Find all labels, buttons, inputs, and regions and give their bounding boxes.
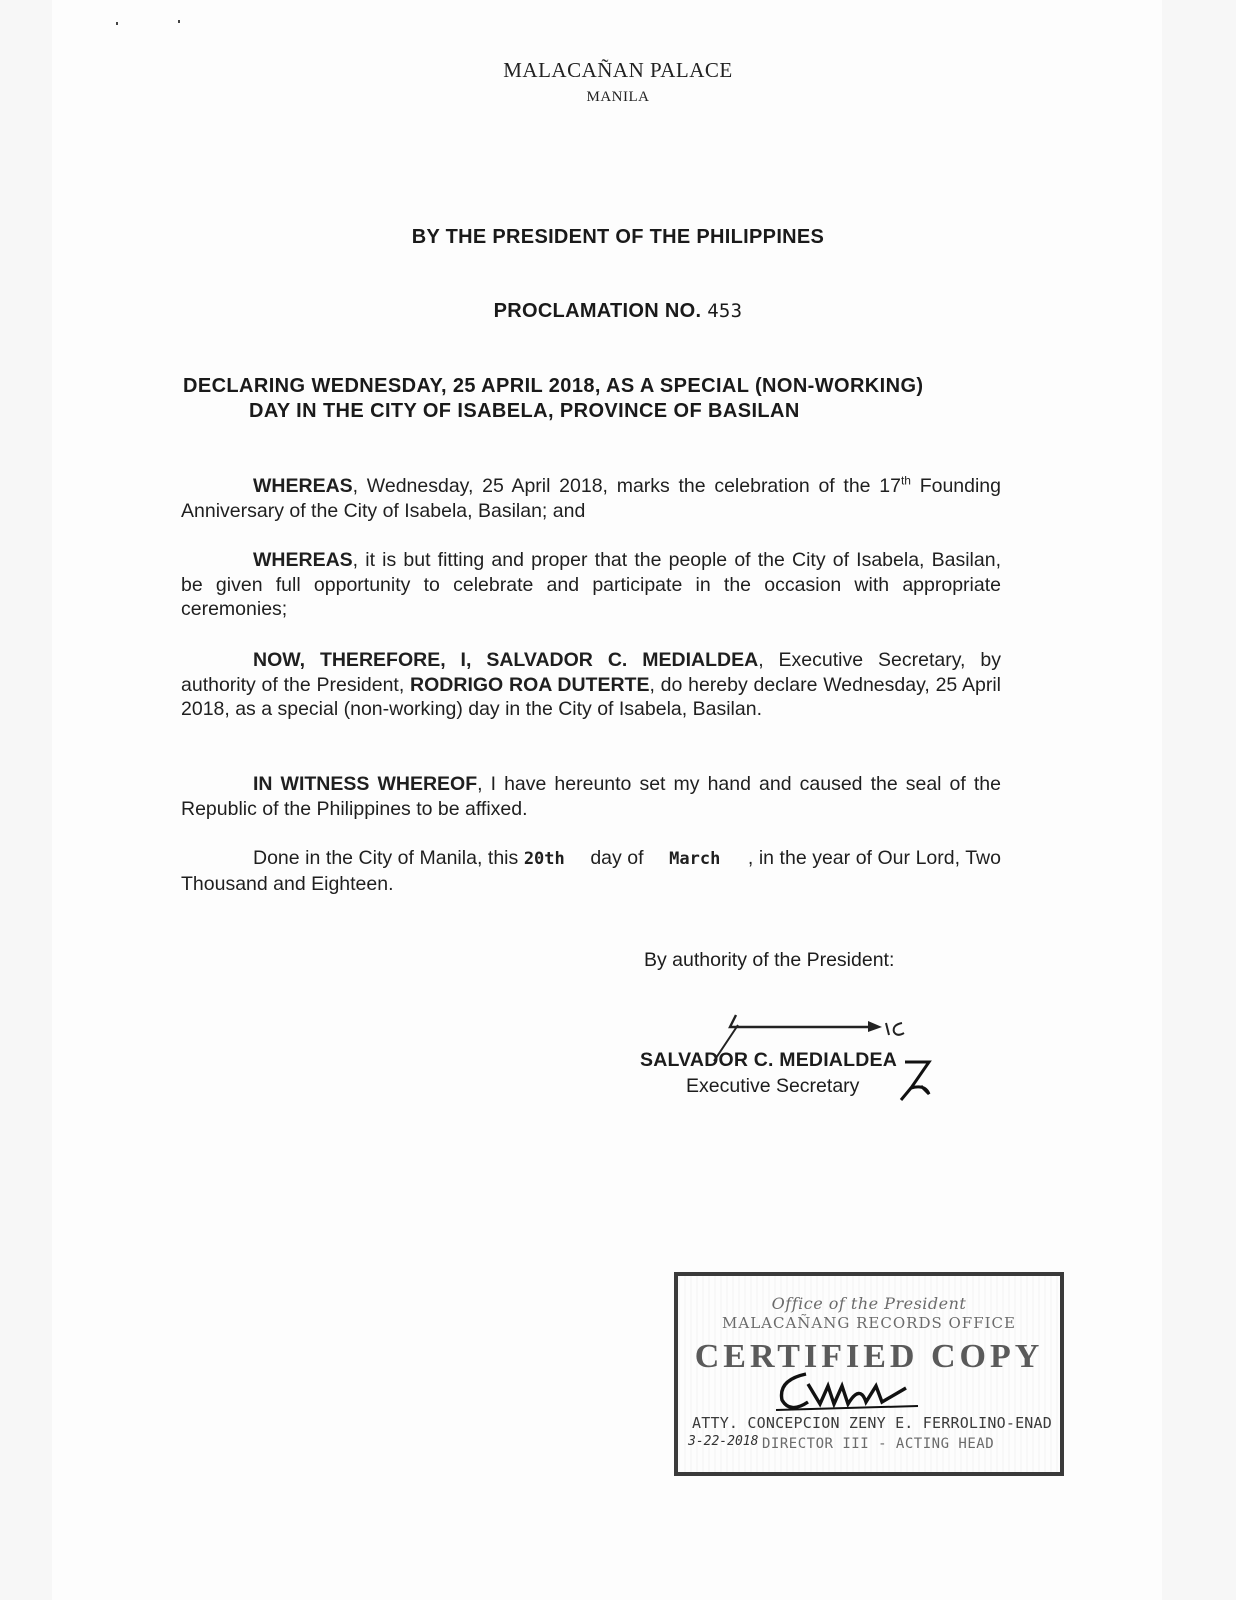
p5-text-1: Done in the City of Manila, this bbox=[253, 847, 524, 869]
stamp-certified: CERTIFIED COPY bbox=[694, 1338, 1044, 1375]
p1-sup: th bbox=[900, 473, 911, 488]
p1-text: , Wednesday, 25 April 2018, marks the celebration of the 17 bbox=[352, 475, 901, 497]
p3-lead: NOW, THEREFORE, I, SALVADOR C. MEDIALDEA bbox=[253, 649, 759, 671]
p2-text: , it is but fitting and proper that the people of the City of Isabela, Basilan, be given full opportunity to celebrate and participate in the occasion with appropriate ceremonies; bbox=[181, 549, 1001, 620]
p1-lead: WHEREAS bbox=[253, 475, 353, 497]
declaration-line-1: DECLARING WEDNESDAY, 25 APRIL 2018, AS A SPECIAL (NON-WORKING) bbox=[183, 375, 924, 397]
proclamation-number: 453 bbox=[707, 300, 743, 322]
signer-name: SALVADOR C. MEDIALDEA bbox=[640, 1049, 897, 1071]
p1-tail: Founding Anniversary of the City of Isabela, Basilan; and bbox=[181, 475, 1002, 522]
p5-text-2: day of bbox=[584, 847, 650, 869]
paragraph-whereas-1 bbox=[181, 474, 1001, 523]
paragraph-done bbox=[181, 846, 1001, 896]
signer-title: Executive Secretary bbox=[686, 1075, 860, 1097]
p4-text: , I have hereunto set my hand and caused the seal of the Republic of the Philippines to be affixed. bbox=[181, 773, 1001, 820]
p4-lead: IN WITNESS WHEREOF bbox=[253, 773, 478, 795]
authority-line: By authority of the President: bbox=[644, 949, 895, 971]
p5-month: March bbox=[669, 849, 721, 869]
stamp-records: MALACAÑANG RECORDS OFFICE bbox=[722, 1314, 1016, 1332]
heading-proclamation bbox=[0, 300, 1236, 323]
stamp-office: Office of the President bbox=[771, 1294, 967, 1313]
paragraph-whereas-2 bbox=[181, 548, 1001, 622]
certified-copy-stamp bbox=[674, 1272, 1064, 1476]
stamp-signature bbox=[768, 1364, 928, 1420]
letterhead-palace: MALACAÑAN PALACE bbox=[503, 58, 733, 82]
p3-text-1: , Executive Secretary, by authority of the President, bbox=[181, 649, 1001, 696]
stamp-position: DIRECTOR III - ACTING HEAD bbox=[762, 1436, 995, 1452]
initial-mark bbox=[895, 1058, 941, 1106]
p3-text-2: , do hereby declare Wednesday, 25 April 2018, as a special (non-working) day in the City of Isabela, Basilan. bbox=[181, 673, 1001, 720]
p2-lead: WHEREAS bbox=[253, 549, 353, 571]
declaration-line-2: DAY IN THE CITY OF ISABELA, PROVINCE OF BASILAN bbox=[249, 400, 800, 422]
p5-day: 20th bbox=[523, 849, 565, 869]
heading-by-president: BY THE PRESIDENT OF THE PHILIPPINES bbox=[411, 226, 825, 248]
stamp-name: ATTY. CONCEPCION ZENY E. FERROLINO-ENAD bbox=[692, 1414, 1052, 1432]
p3-president: RODRIGO ROA DUTERTE bbox=[410, 673, 650, 696]
p5-text-3: , in the year of Our Lord, Two Thousand and Eighteen. bbox=[181, 847, 1001, 895]
letterhead-city: MANILA bbox=[586, 89, 650, 105]
stamp-date: 3-22-2018 bbox=[688, 1434, 759, 1449]
proclamation-label: PROCLAMATION NO. bbox=[493, 300, 702, 322]
paragraph-witness bbox=[181, 772, 1001, 821]
paragraph-now-therefore bbox=[181, 648, 1001, 722]
